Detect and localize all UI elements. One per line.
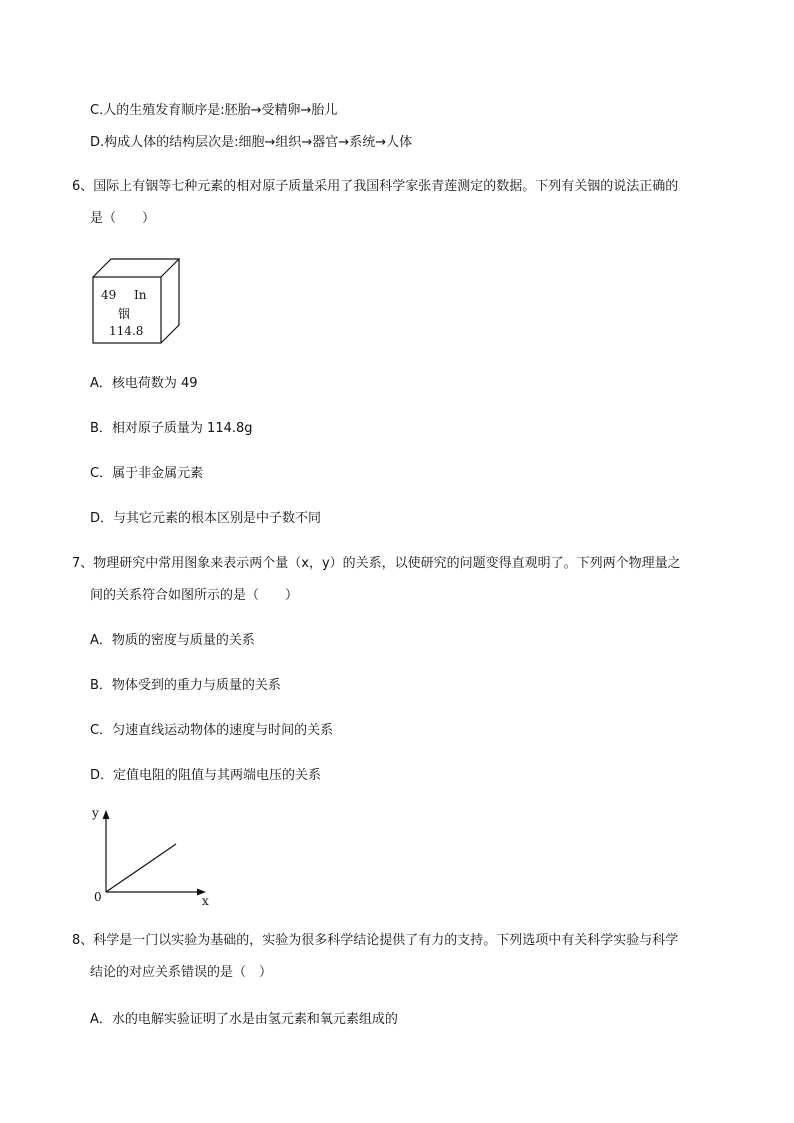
q7-option-a: A．物质的密度与质量的关系	[90, 633, 255, 648]
origin-label: 0	[94, 890, 102, 904]
q8-stem-line2: 结论的对应关系错误的是（ ）	[90, 965, 273, 980]
proportional-line	[106, 844, 176, 892]
q7-stem-line1: 7、物理研究中常用图象来表示两个量（x，y）的关系，以使研究的问题变得直观明了。下列两个物理量之	[72, 556, 681, 571]
q6-option-b: B．相对原子质量为 114.8g	[90, 421, 253, 436]
element-symbol: In	[134, 288, 147, 302]
y-axis-arrow-icon	[103, 810, 110, 819]
q6-stem-line2: 是（ ）	[90, 211, 156, 226]
q7-stem-line2: 间的关系符合如图所示的是（ ）	[90, 588, 299, 603]
q8-stem-line1: 8、科学是一门以实验为基础的，实验为很多科学结论提供了有力的支持。下列选项中有关科学实验与科学	[72, 933, 679, 948]
q7-option-b: B．物体受到的重力与质量的关系	[90, 678, 281, 693]
q5-option-d: D.构成人体的结构层次是:细胞→组织→器官→系统→人体	[90, 135, 413, 150]
q6-option-a: A．核电荷数为 49	[90, 376, 198, 391]
y-axis-label: y	[92, 806, 99, 820]
element-name: 铟	[118, 307, 131, 321]
q5-option-c: C.人的生殖发育顺序是:胚胎→受精卵→胎儿	[90, 103, 338, 118]
q7-option-d: D．定值电阻的阻值与其两端电压的关系	[90, 768, 322, 783]
q7-option-c: C．匀速直线运动物体的速度与时间的关系	[90, 723, 334, 738]
element-cell-cube	[92, 258, 184, 348]
q6-stem-line1: 6、国际上有铟等七种元素的相对原子质量采用了我国科学家张青莲测定的数据。下列有关铟的说法正确的	[72, 179, 679, 194]
x-axis-label: x	[202, 894, 209, 908]
element-atomic-number: 49	[101, 288, 117, 302]
q8-option-a: A．水的电解实验证明了水是由氢元素和氧元素组成的	[90, 1012, 398, 1027]
graph-axes	[88, 806, 218, 912]
q6-option-d: D．与其它元素的根本区别是中子数不同	[90, 511, 322, 526]
q6-option-c: C．属于非金属元素	[90, 466, 204, 481]
element-atomic-mass: 114.8	[109, 324, 144, 338]
xy-graph	[88, 806, 218, 912]
